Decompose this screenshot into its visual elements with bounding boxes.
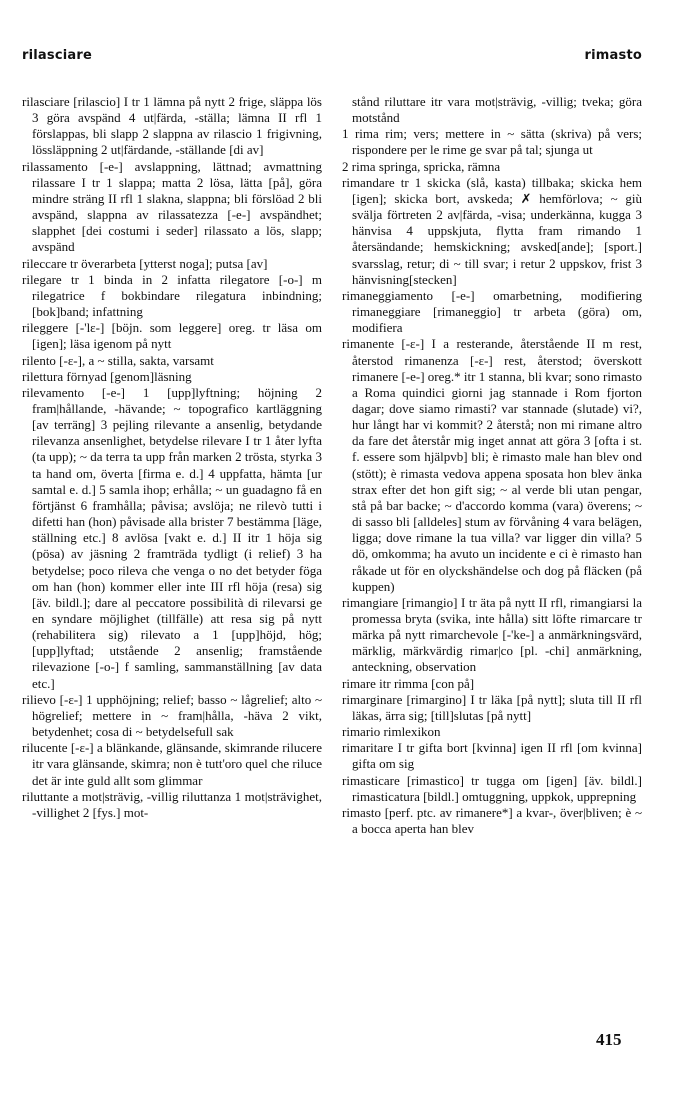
entry-rimaritare: rimaritare I tr gifta bort [kvinna] igen II rfl [om kvinna] gifta om sig [342,740,642,772]
entry-rimandare: rimandare tr 1 skicka (slå, kasta) tillbaka; skicka hem [igen]; skicka bort, avskeda; ✗ hemförlova; ~ giù svälja förtreten 2 av|färda, -visa; underkänna, kugga 3 hänvisa 4 uppskjuta, flytta fram rimando 1 återsändande; hemskickning; avsked[ande]; [sport.] svarsslag, retur; di ~ till svar; i retur 2 uppskov, frist 3 hänvisning[stecken] [342,174,642,287]
entry-rimare: rimare itr rimma [con på] [342,675,475,691]
entry-continuation-riluttanza: stånd riluttare itr vara mot|strävig, -villig; tveka; göra motstånd [352,94,642,126]
entry-rilettura: rilettura förnyad [genom]läsning [22,368,192,384]
entry-rimasto: rimasto [perf. ptc. av rimanere*] a kvar-, över|bliven; è ~ a bocca aperta han blev [342,804,642,837]
entry-rileccare: rileccare tr överarbeta [ytterst noga]; putsa [av] [22,255,268,271]
entry-rilevamento: rilevamento [-e-] 1 [upp]lyftning; höjning 2 fram|hållande, -hävande; ~ topografico kartläggning [av terräng] 3 pejling rilevante a ansenlig, betydande rilevanza ansenlighet, betydelse rilevare I tr 1 åter lyfta (ta upp); ~ da terra ta upp från marken 2 trösta, styrka 3 ta hand om, överta [firma e. d.] 4 uppfatta, hämta [ur samtal e. d.] 5 samla ihop; erhålla; ~ un guadagno få en förtjänst 6 framhålla; påvisa; avslöja; ne rilevò tutti i difetti han (hon) påvisade alla brister 7 bestämma [läge, ställning etc.] 8 avlösa [vakt e. d.] II itr 1 höja sig (pösa) av jäsning 2 framträda tydligt (i relief) 3 ha betydelse; poco rileva che venga o no det betyder föga om han (hon) kommer eller inte III rfl höja (resa) sig [äv. bildl.]; dare al peccatore possibilità di rilevarsi ge en syndare möjlighet (tillfälle) att resa sig på nytt (rehabilitera sig) rilevato a 1 [upp]höjd, hög; [upp]lyftad; utstående 2 ansenlig; framstående rilevazione [-o-] f samling, sammanställning [av data etc.] [22,384,322,691]
entry-2-rima: 2 rima springa, spricka, rämna [342,158,501,174]
entry-rimasticare: rimasticare [rimastico] tr tugga om [igen] [äv. bildl.] rimasticatura [bildl.] omtuggning, uppkok, upprepning [342,772,642,804]
guide-word-right: rimasto [584,48,642,63]
guide-word-left: rilasciare [22,48,92,63]
left-column [22,94,322,821]
entry-riluttante: riluttante a mot|strävig, -villig riluttanza 1 mot|strävighet, -villighet 2 [fys.] mot- [22,788,322,820]
right-column [342,94,642,837]
entry-rilucente: rilucente [-ε-] a blänkande, glänsande, skimrande rilucere itr vara glänsande, skimra; non è tutt'oro quel che riluce det är inte guld allt som glimmar [22,740,322,788]
entry-rimaneggiamento: rimaneggiamento [-e-] omarbetning, modifiering rimaneggiare [rimaneggio] tr arbeta (göra) om, modifiera [342,287,642,336]
entry-rilassamento: rilassamento [-e-] avslappning, lättnad; avmattning rilassare I tr 1 slappa; matta 2 lösa, lätta [på], göra mindre sträng II rfl 1 slakna, slappna; bli förslöad 2 bli avspänd, slappna av rilassatezza [-e-] avspändhet; slapphet [dei costumi i seder] rilassato a lös, slapp; avspänd [22,158,322,255]
entry-rilasciare: rilasciare [rilascio] I tr 1 lämna på nytt 2 frige, släppa lös 3 göra avspänd 4 ut|färda, -ställa; lämna II rfl 1 förslappas, bli slapp 2 slappna av rilascio 1 frigivning, lössläppning 2 ut|färdande, -ställande [di av] [22,94,322,158]
entry-rilento: rilento [-ε-], a ~ stilla, sakta, varsamt [22,352,214,368]
entry-rileggere: rileggere [-'lε-] [böjn. som leggere] oreg. tr läsa om [igen]; läsa igenom på nytt [22,320,322,352]
entry-rimarginare: rimarginare [rimargino] I tr läka [på nytt]; sluta till II rfl läkas, ärra sig; [till]slutas [på nytt] [342,691,642,723]
page-number: 415 [596,1030,622,1049]
entry-rimanente: rimanente [-ε-] I a resterande, återstående II m rest, återstod rimanenza [-ε-] rest, återstod; överskott rimanere [-e-] oreg.* itr 1 stanna, bli kvar; sono rimasto a Roma quindici giorni jag stannade i Rom fjorton dagar; dove siamo rimasti? var stannade (slutade) vi?, hur långt har vi kommit? 2 återstå; non mi rimane altro da fare det återstår mig inget annat att göra 3 [ofta i st. f. essere som hjälpvb] bli; è rimasto male han blev ond (stött); è rimasta vedova appena sposata hon blev änka strax efter det hon gift sig; ~ al verde bli utan pengar, stå på bar backe; ~ d'accordo komma (vara) överens; ~ di sasso bli [alldeles] stum av förvåning 4 vara belägen, ligga; dove rimane la tua villa? var ligger din villa? 5 dö, omkomma; ha avuto un incidente e ci è rimasto han råkade ut för en olyckshändelse och dog på fläcken (på kuppen) [342,336,642,594]
entry-rimangiare: rimangiare [rimangio] I tr äta på nytt II rfl, rimangiarsi la promessa bryta (svika, inte hålla) sitt löfte rimarcare tr märka på nytt rimarchevole [-'ke-] a anmärkningsvärd, märklig, märkvärdig rimar|co [pl. -chi] anmärkning, anteckning, observation [342,594,642,675]
entry-rilievo: rilievo [-ε-] 1 upphöjning; relief; basso ~ lågrelief; alto ~ högrelief; mettere in ~ fram|hålla, -häva 2 vikt, betydenhet; cosa di ~ betydelsefull sak [22,691,322,740]
entry-1-rima: 1 rima rim; vers; mettere in ~ sätta (skriva) på vers; rispondere per le rime ge svar på tal; sjunga ut [342,126,642,158]
entry-rilegare: rilegare tr 1 binda in 2 infatta rilegatore [-o-] m rilegatrice f bokbindare rilegatura inbindning; [bok]band; infattning [22,271,322,320]
entry-rimario: rimario rimlexikon [342,724,441,740]
